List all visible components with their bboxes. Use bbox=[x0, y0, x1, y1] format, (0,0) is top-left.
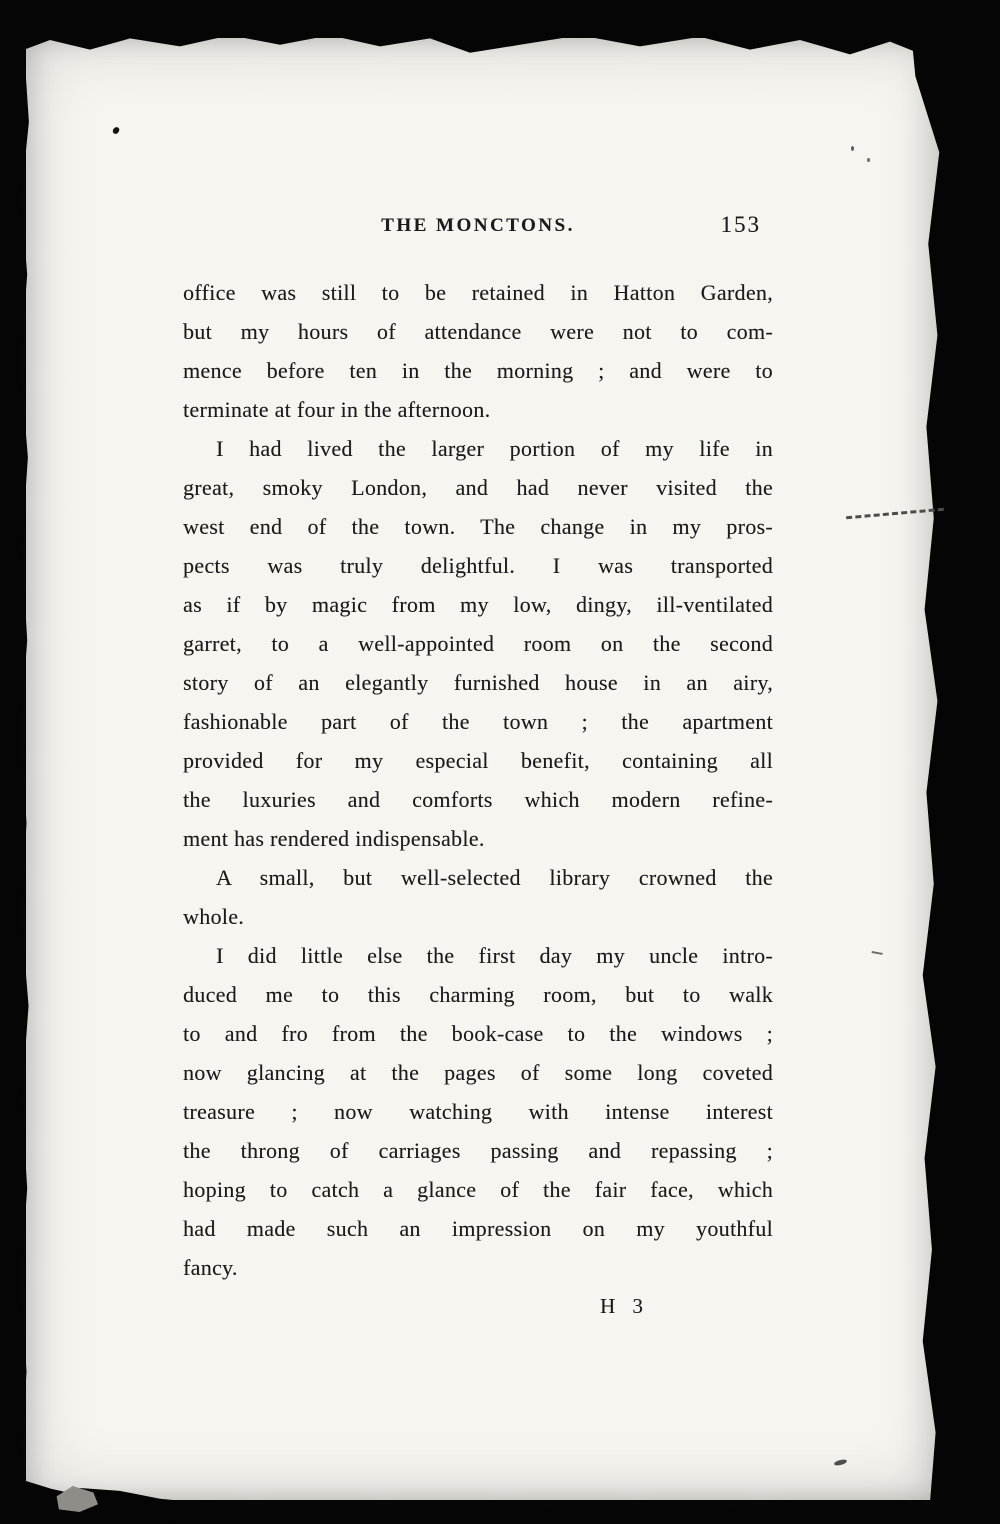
text-line: hoping to catch a glance of the fair face, which bbox=[183, 1177, 773, 1202]
paragraph bbox=[183, 429, 773, 858]
paragraph bbox=[183, 936, 773, 1287]
scan-speck bbox=[867, 158, 870, 162]
text-line: the luxuries and comforts which modern refine- bbox=[183, 787, 773, 812]
text-line: office was still to be retained in Hatton Garden, bbox=[183, 280, 773, 305]
text-line: treasure ; now watching with intense interest bbox=[183, 1099, 773, 1124]
text-line: mence before ten in the morning ; and were to bbox=[183, 358, 773, 383]
text-line: provided for my especial benefit, containing all bbox=[183, 748, 773, 773]
text-line: fashionable part of the town ; the apartment bbox=[183, 709, 773, 734]
page-number: 153 bbox=[720, 212, 761, 237]
paragraph bbox=[183, 273, 773, 429]
text-line: now glancing at the pages of some long coveted bbox=[183, 1060, 773, 1085]
text-line: garret, to a well-appointed room on the second bbox=[183, 631, 773, 656]
text-line: whole. bbox=[183, 904, 245, 929]
running-title: THE MONCTONS. bbox=[381, 215, 575, 236]
text-line: terminate at four in the afternoon. bbox=[183, 397, 491, 422]
paragraph bbox=[183, 858, 773, 936]
text-line: I had lived the larger portion of my life in bbox=[216, 436, 773, 461]
text-line: I did little else the first day my uncle intro- bbox=[216, 943, 773, 968]
book-page-paper bbox=[26, 38, 944, 1500]
text-line: west end of the town. The change in my pros- bbox=[183, 514, 773, 539]
text-line: fancy. bbox=[183, 1255, 238, 1280]
text-line: had made such an impression on my youthful bbox=[183, 1216, 773, 1241]
text-line: duced me to this charming room, but to walk bbox=[183, 982, 773, 1007]
text-line: pects was truly delightful. I was transported bbox=[183, 553, 773, 578]
text-line: but my hours of attendance were not to com- bbox=[183, 319, 773, 344]
scan-speck bbox=[851, 146, 854, 151]
text-line: great, smoky London, and had never visited the bbox=[183, 475, 773, 500]
text-line: the throng of carriages passing and repassing ; bbox=[183, 1138, 773, 1163]
text-line: as if by magic from my low, dingy, ill-ventilated bbox=[183, 592, 773, 617]
signature-mark: H 3 bbox=[600, 1294, 649, 1318]
text-line: to and fro from the book-case to the windows ; bbox=[183, 1021, 773, 1046]
page-body bbox=[183, 273, 773, 1287]
text-line: A small, but well-selected library crowned the bbox=[216, 865, 773, 890]
running-head bbox=[183, 212, 773, 245]
text-line: ment has rendered indispensable. bbox=[183, 826, 485, 851]
text-block bbox=[183, 212, 773, 1326]
text-line: story of an elegantly furnished house in an airy, bbox=[183, 670, 773, 695]
